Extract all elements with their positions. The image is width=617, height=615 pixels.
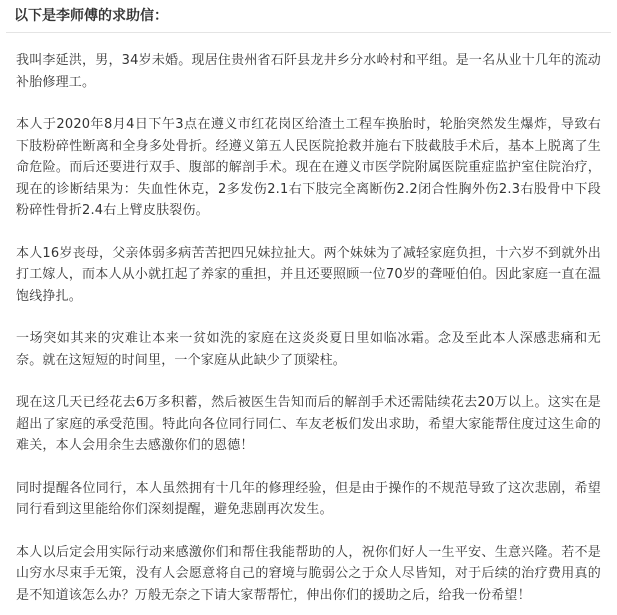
- paragraph-costs-appeal: 现在这几天已经花去6万多积蓄，然后被医生告知而后的解剖手术还需陆续花去20万以上。这实在是超出了家庭的承受范围。特此向各位同行同仁、车友老板们发出求助，希望大家能帮住度过这生命的难关，本人会用余生去感激你们的恩德！: [16, 395, 601, 453]
- paragraph-safety-reminder: 同时提醒各位同行，本人虽然拥有十几年的修理经验，但是由于操作的不规范导致了这次悲剧，希望同行看到这里能给你们深刻提醒，避免悲剧再次发生。: [16, 480, 601, 517]
- letter-title: 以下是李师傅的求助信：: [6, 4, 611, 33]
- paragraph-introduction: 我叫李延洪，男，34岁未婚。现居住贵州省石阡县龙井乡分水岭村和平组。是一名从业十几年的流动补胎修理工。: [16, 53, 601, 90]
- letter-body: [6, 50, 611, 606]
- paragraph-family-background: 本人16岁丧母，父亲体弱多病苦苦把四兄妹拉扯大。两个妹妹为了减轻家庭负担，十六岁不到就外出打工嫁人，而本人从小就扛起了养家的重担，并且还要照顾一位70岁的聋哑伯伯。因此家庭一直在温饱线挣扎。: [16, 245, 601, 304]
- paragraph-disaster: 一场突如其来的灾难让本来一贫如洗的家庭在这炎炎夏日里如临冰霜。念及至此本人深感悲痛和无奈。就在这短短的时间里，一个家庭从此缺少了顶梁柱。: [16, 331, 601, 368]
- paragraph-closing: 本人以后定会用实际行动来感激你们和帮住我能帮助的人，祝你们好人一生平安、生意兴隆。若不是山穷水尽束手无策，没有人会愿意将自己的窘境与脆弱公之于众人尽皆知，对于后续的治疗费用真的是不知道该怎么办？万般无奈之下请大家帮帮忙，伸出你们的援助之后，给我一份希望！: [16, 544, 601, 603]
- paragraph-accident: 本人于2020年8月4日下午3点在遵义市红花岗区给渣土工程车换胎时，轮胎突然发生爆炸，导致右下肢粉碎性断离和全身多处骨折。经遵义第五人民医院抢救并施右下肢截肢手术后，基本上脱离了生命危险。而后还要进行双手、腹部的解剖手术。现在在遵义市医学院附属医院重症监护室住院治疗，现在的诊断结果为：失血性休克，2多发伤2.1右下肢完全离断伤2.2闭合性胸外伤2.3右股骨中下段粉碎性骨折2.4右上臂皮肤裂伤。: [16, 117, 601, 218]
